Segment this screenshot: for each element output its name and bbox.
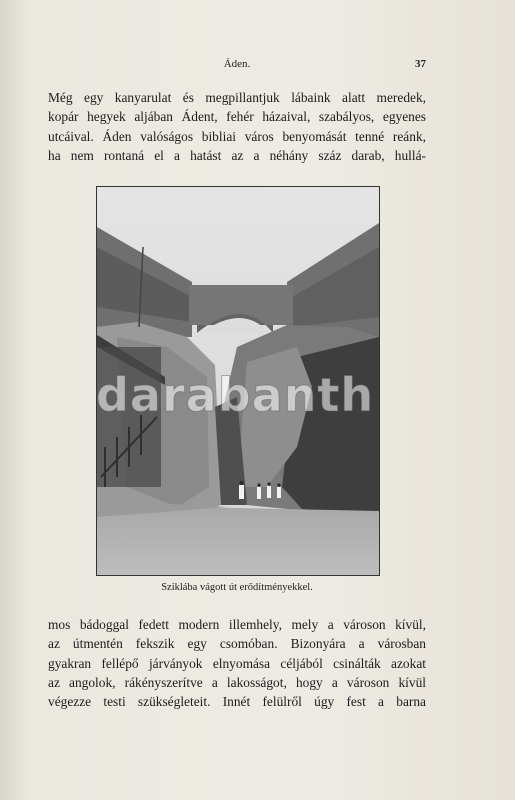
text-line: az angolok, rákényszerítve a lakosságot, hogy a városon kívül (48, 674, 426, 690)
watermark: darabanth (96, 368, 375, 422)
text-line: mos bádoggal fedett modern illemhely, mely a városon kívül, (48, 617, 426, 632)
text-line: gyakran fellépő járványok elnyomása céljából csinálták azokat (48, 655, 426, 671)
paragraph-bottom (48, 615, 426, 711)
page-number: 37 (415, 58, 426, 70)
text-line: utcáival. Áden valóságos bibliai város benyomását tenné reánk, (48, 128, 426, 144)
figure-caption: Sziklába vágott út erődítményekkel. (161, 582, 313, 593)
text-line: Még egy kanyarulat és megpillantjuk lábaink alatt meredek, (48, 90, 426, 105)
paragraph-top (48, 88, 426, 165)
page-header (48, 58, 426, 74)
text-line: végezze testi szükségleteit. Innét felülről úgy fest a barna (48, 694, 426, 710)
running-title: Áden. (223, 58, 251, 70)
rock-cut-road-photo (97, 187, 379, 575)
text-line: kopár hegyek aljában Ádent, fehér házaival, szabályos, egyenes (48, 109, 426, 125)
text-line: az útmentén fekszik egy csomóban. Bizonyára a városban (48, 636, 426, 652)
photograph (96, 186, 380, 576)
text-line: ha nem rontaná el a hatást az a néhány száz darab, hullá- (48, 147, 426, 163)
